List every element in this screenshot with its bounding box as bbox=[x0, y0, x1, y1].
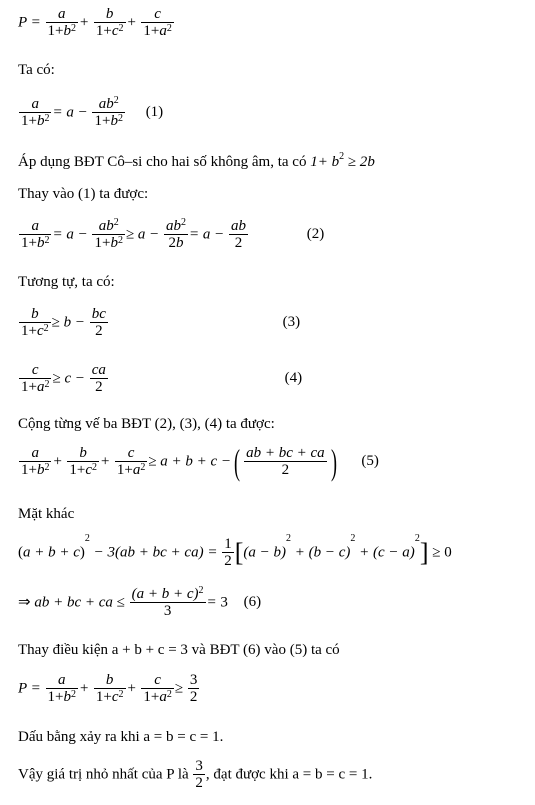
text-conclusion-prefix: Vậy giá trị nhỏ nhất của P là bbox=[18, 766, 189, 783]
text-ap-dung: Áp dụng BĐT Cô–si cho hai số không âm, ta có $1+ b^2 \ge 2b$ bbox=[18, 151, 375, 170]
label-1: (1) bbox=[145, 104, 164, 121]
text-cong-tung: Cộng từng vế ba BĐT (2), (3), (4) ta được: bbox=[18, 416, 275, 432]
text-mat-khac: Mặt khác bbox=[18, 506, 75, 522]
text-dau-bang: Dấu bằng xảy ra khi a = b = c = 1. bbox=[18, 729, 224, 745]
equation-2: $\frac{a}{1+b^2}$ = a − $\frac{ab^2}{1+b^2}$ ≥ a − $\frac{ab^2}{2b}$ = a − $\frac{ab}{2}$ (2) bbox=[21, 217, 325, 251]
equation-identity: $(a + b + c)^2 - 3(ab$ + bc + ca) = $\frac{1}{2}$ $[(a - b)^2 + (b - c)^2 + (c - a)^2] \ge 0$ bbox=[18, 533, 452, 569]
text-tuong-tu: Tương tự, ta có: bbox=[18, 274, 115, 290]
label-5: (5) bbox=[361, 453, 379, 470]
text-thay-vao: Thay vào (1) ta được: bbox=[18, 186, 149, 202]
equation-3: $\frac{b}{1+c^2}$ ≥ b − $\frac{bc}{2}$ (3) bbox=[21, 306, 301, 339]
text-conclusion-suffix: , đạt được khi a = b = c = 1. bbox=[205, 766, 373, 783]
label-6: (6) bbox=[243, 594, 262, 611]
equation-5: $\frac{a}{1+b^2}$ + $\frac{b}{1+c^2}$ + $\frac{c}{1+a^2}$ ≥ a + b + c −( $\frac{ab + bc + ca}{2}$ ) (5) bbox=[21, 442, 379, 482]
text-conclusion: Vậy giá trị nhỏ nhất của P là $\frac{3}{2}$ , đạt được khi a = b = c = 1. bbox=[18, 758, 373, 791]
label-4: (4) bbox=[284, 370, 303, 387]
text-thay-dieu-kien: Thay điều kiện a + b + c = 3 và BĐT (6) vào (5) ta có bbox=[18, 642, 340, 658]
label-3: (3) bbox=[282, 314, 301, 331]
text-ta-co: Ta có: bbox=[18, 62, 55, 78]
equation-final: P = $\frac{a}{1+b^2}$ + $\frac{b}{1+c^2}$ + $\frac{c}{1+a^2}$ ≥ $\frac{3}{2}$ bbox=[18, 672, 198, 705]
equation-1: $\frac{a}{1+b^2}$ = a − $\frac{ab^2}{1+b^2}$ (1) bbox=[21, 95, 164, 129]
text-ap-dung-label: Áp dụng BĐT Cô–si cho hai số không âm, ta có bbox=[18, 154, 307, 170]
equation-4: $\frac{c}{1+a^2}$ ≥ c − $\frac{ca}{2}$ (4) bbox=[21, 362, 303, 395]
equation-6: ⇒ ab + bc + ca ≤ $\frac{(a + b + c)^2}{3}$ = 3 (6) bbox=[18, 585, 262, 619]
equation-p-definition: P = $\frac{a}{1+b^2}$ + $\frac{b}{1+c^2}$ + $\frac{c}{1+a^2}$ bbox=[18, 6, 172, 39]
label-2: (2) bbox=[306, 226, 325, 243]
